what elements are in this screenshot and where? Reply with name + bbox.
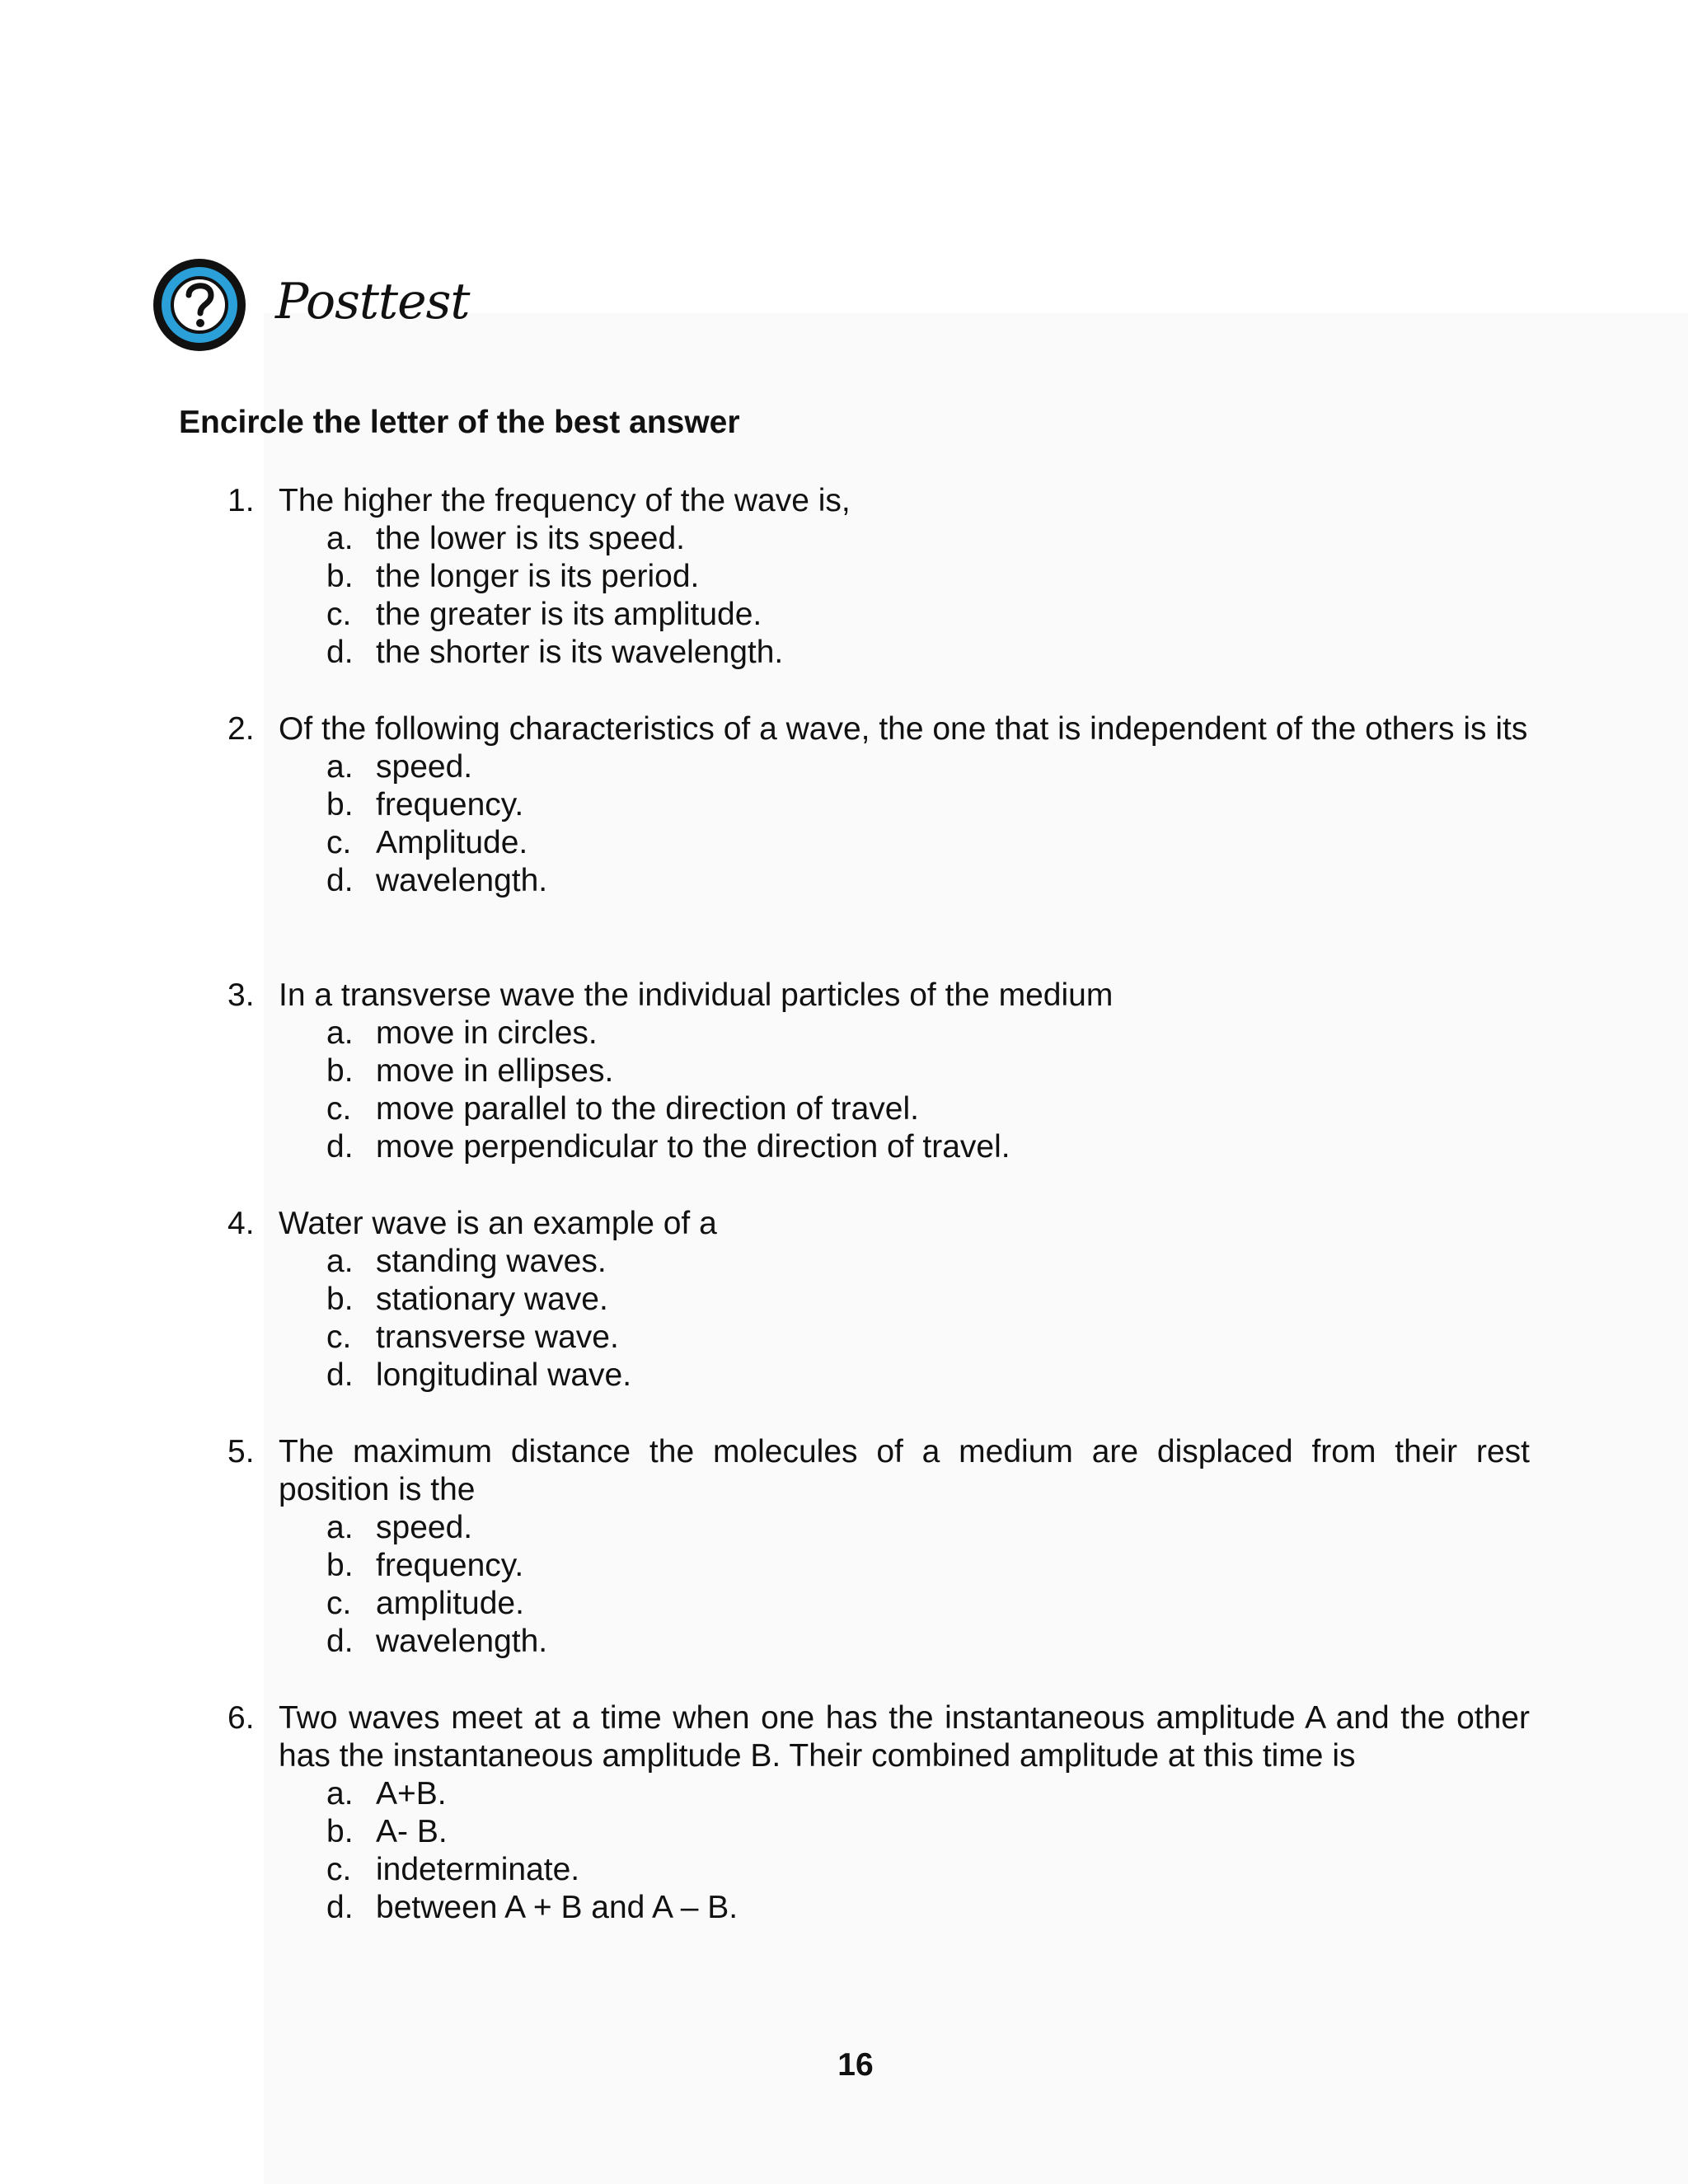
answer-option-b[interactable] xyxy=(326,1281,1530,1319)
answer-options xyxy=(326,1015,1530,1166)
answer-option-a[interactable] xyxy=(326,1509,1530,1547)
answer-option-a[interactable] xyxy=(326,520,1530,558)
question-text: The higher the frequency of the wave is, xyxy=(279,483,851,518)
answer-option-a[interactable] xyxy=(326,1243,1530,1281)
option-letter: a. xyxy=(326,1776,354,1811)
question-number: 5. xyxy=(227,1434,255,1469)
option-text: move perpendicular to the direction of travel. xyxy=(376,1129,1010,1165)
option-letter: b. xyxy=(326,787,354,823)
option-letter: c. xyxy=(326,597,352,632)
option-text: amplitude. xyxy=(376,1586,524,1621)
answer-option-c[interactable] xyxy=(326,1851,1530,1889)
option-text: the shorter is its wavelength. xyxy=(376,635,784,670)
question-2 xyxy=(227,710,1530,900)
option-text: standing waves. xyxy=(376,1244,607,1279)
question-6 xyxy=(227,1699,1530,1927)
question-number: 6. xyxy=(227,1700,255,1736)
option-letter: d. xyxy=(326,863,354,898)
question-4 xyxy=(227,1205,1530,1394)
answer-option-c[interactable] xyxy=(326,1090,1530,1128)
option-text: A+B. xyxy=(376,1776,447,1811)
answer-option-d[interactable] xyxy=(326,1357,1530,1394)
question-number: 3. xyxy=(227,977,255,1013)
option-text: wavelength. xyxy=(376,1624,548,1659)
option-text: move parallel to the direction of travel. xyxy=(376,1091,920,1127)
answer-option-c[interactable] xyxy=(326,596,1530,634)
question-mark-circle-icon xyxy=(148,254,251,356)
question-text: In a transverse wave the individual particles of the medium xyxy=(279,977,1114,1013)
question-3 xyxy=(227,977,1530,1166)
answer-option-c[interactable] xyxy=(326,1319,1530,1357)
answer-options xyxy=(326,1775,1530,1927)
answer-option-b[interactable] xyxy=(326,786,1530,824)
answer-option-d[interactable] xyxy=(326,1889,1530,1927)
option-text: the lower is its speed. xyxy=(376,521,686,556)
answer-options xyxy=(326,520,1530,672)
question-5 xyxy=(227,1433,1530,1661)
option-letter: a. xyxy=(326,521,354,556)
question-number: 4. xyxy=(227,1206,255,1241)
answer-option-b[interactable] xyxy=(326,1813,1530,1851)
option-text: frequency. xyxy=(376,1548,524,1583)
option-text: transverse wave. xyxy=(376,1319,619,1355)
option-text: speed. xyxy=(376,1510,473,1545)
question-text: The maximum distance the molecules of a medium are displaced from their rest position is the xyxy=(279,1434,1530,1507)
question-text: Of the following characteristics of a wave, the one that is independent of the others is its xyxy=(279,711,1528,747)
answer-option-b[interactable] xyxy=(326,558,1530,596)
option-text: indeterminate. xyxy=(376,1852,580,1887)
option-letter: c. xyxy=(326,1091,352,1127)
page-number: 16 xyxy=(837,2047,874,2083)
option-letter: d. xyxy=(326,1357,354,1393)
option-text: wavelength. xyxy=(376,863,548,898)
option-letter: d. xyxy=(326,1890,354,1925)
option-letter: c. xyxy=(326,825,352,860)
answer-option-b[interactable] xyxy=(326,1547,1530,1585)
option-letter: b. xyxy=(326,1053,354,1089)
answer-option-a[interactable] xyxy=(326,1015,1530,1052)
option-text: longitudinal wave. xyxy=(376,1357,632,1393)
option-text: move in ellipses. xyxy=(376,1053,614,1089)
option-text: the greater is its amplitude. xyxy=(376,597,762,632)
option-letter: d. xyxy=(326,1129,354,1165)
question-text: Water wave is an example of a xyxy=(279,1206,717,1241)
option-letter: b. xyxy=(326,559,354,594)
question-text: Two waves meet at a time when one has the instantaneous amplitude A and the other has the instantaneous amplitude B. Their combined amplitude at this time is xyxy=(279,1700,1530,1774)
option-letter: d. xyxy=(326,1624,354,1659)
question-1 xyxy=(227,482,1530,672)
option-letter: c. xyxy=(326,1852,352,1887)
option-letter: a. xyxy=(326,1015,354,1051)
answer-option-c[interactable] xyxy=(326,824,1530,862)
question-number: 2. xyxy=(227,711,255,747)
option-letter: a. xyxy=(326,1510,354,1545)
option-letter: c. xyxy=(326,1319,352,1355)
answer-option-d[interactable] xyxy=(326,1128,1530,1166)
option-text: the longer is its period. xyxy=(376,559,700,594)
option-letter: a. xyxy=(326,749,354,785)
answer-option-b[interactable] xyxy=(326,1052,1530,1090)
answer-option-d[interactable] xyxy=(326,862,1530,900)
instruction-text: Encircle the letter of the best answer xyxy=(179,405,740,440)
answer-option-a[interactable] xyxy=(326,1775,1530,1813)
option-text: move in circles. xyxy=(376,1015,598,1051)
option-text: stationary wave. xyxy=(376,1282,608,1317)
answer-options xyxy=(326,1509,1530,1661)
option-text: A- B. xyxy=(376,1814,448,1849)
option-letter: b. xyxy=(326,1814,354,1849)
answer-option-d[interactable] xyxy=(326,634,1530,672)
answer-option-c[interactable] xyxy=(326,1585,1530,1623)
option-text: Amplitude. xyxy=(376,825,528,860)
option-letter: b. xyxy=(326,1548,354,1583)
section-title: Posttest xyxy=(275,273,470,330)
option-letter: c. xyxy=(326,1586,352,1621)
answer-options xyxy=(326,1243,1530,1394)
option-text: speed. xyxy=(376,749,473,785)
option-letter: d. xyxy=(326,635,354,670)
option-letter: a. xyxy=(326,1244,354,1279)
option-letter: b. xyxy=(326,1282,354,1317)
section-header xyxy=(148,251,470,359)
option-text: frequency. xyxy=(376,787,524,823)
answer-options xyxy=(326,748,1530,900)
question-number: 1. xyxy=(227,483,255,518)
option-text: between A + B and A – B. xyxy=(376,1890,738,1925)
answer-option-a[interactable] xyxy=(326,748,1530,786)
answer-option-d[interactable] xyxy=(326,1623,1530,1661)
